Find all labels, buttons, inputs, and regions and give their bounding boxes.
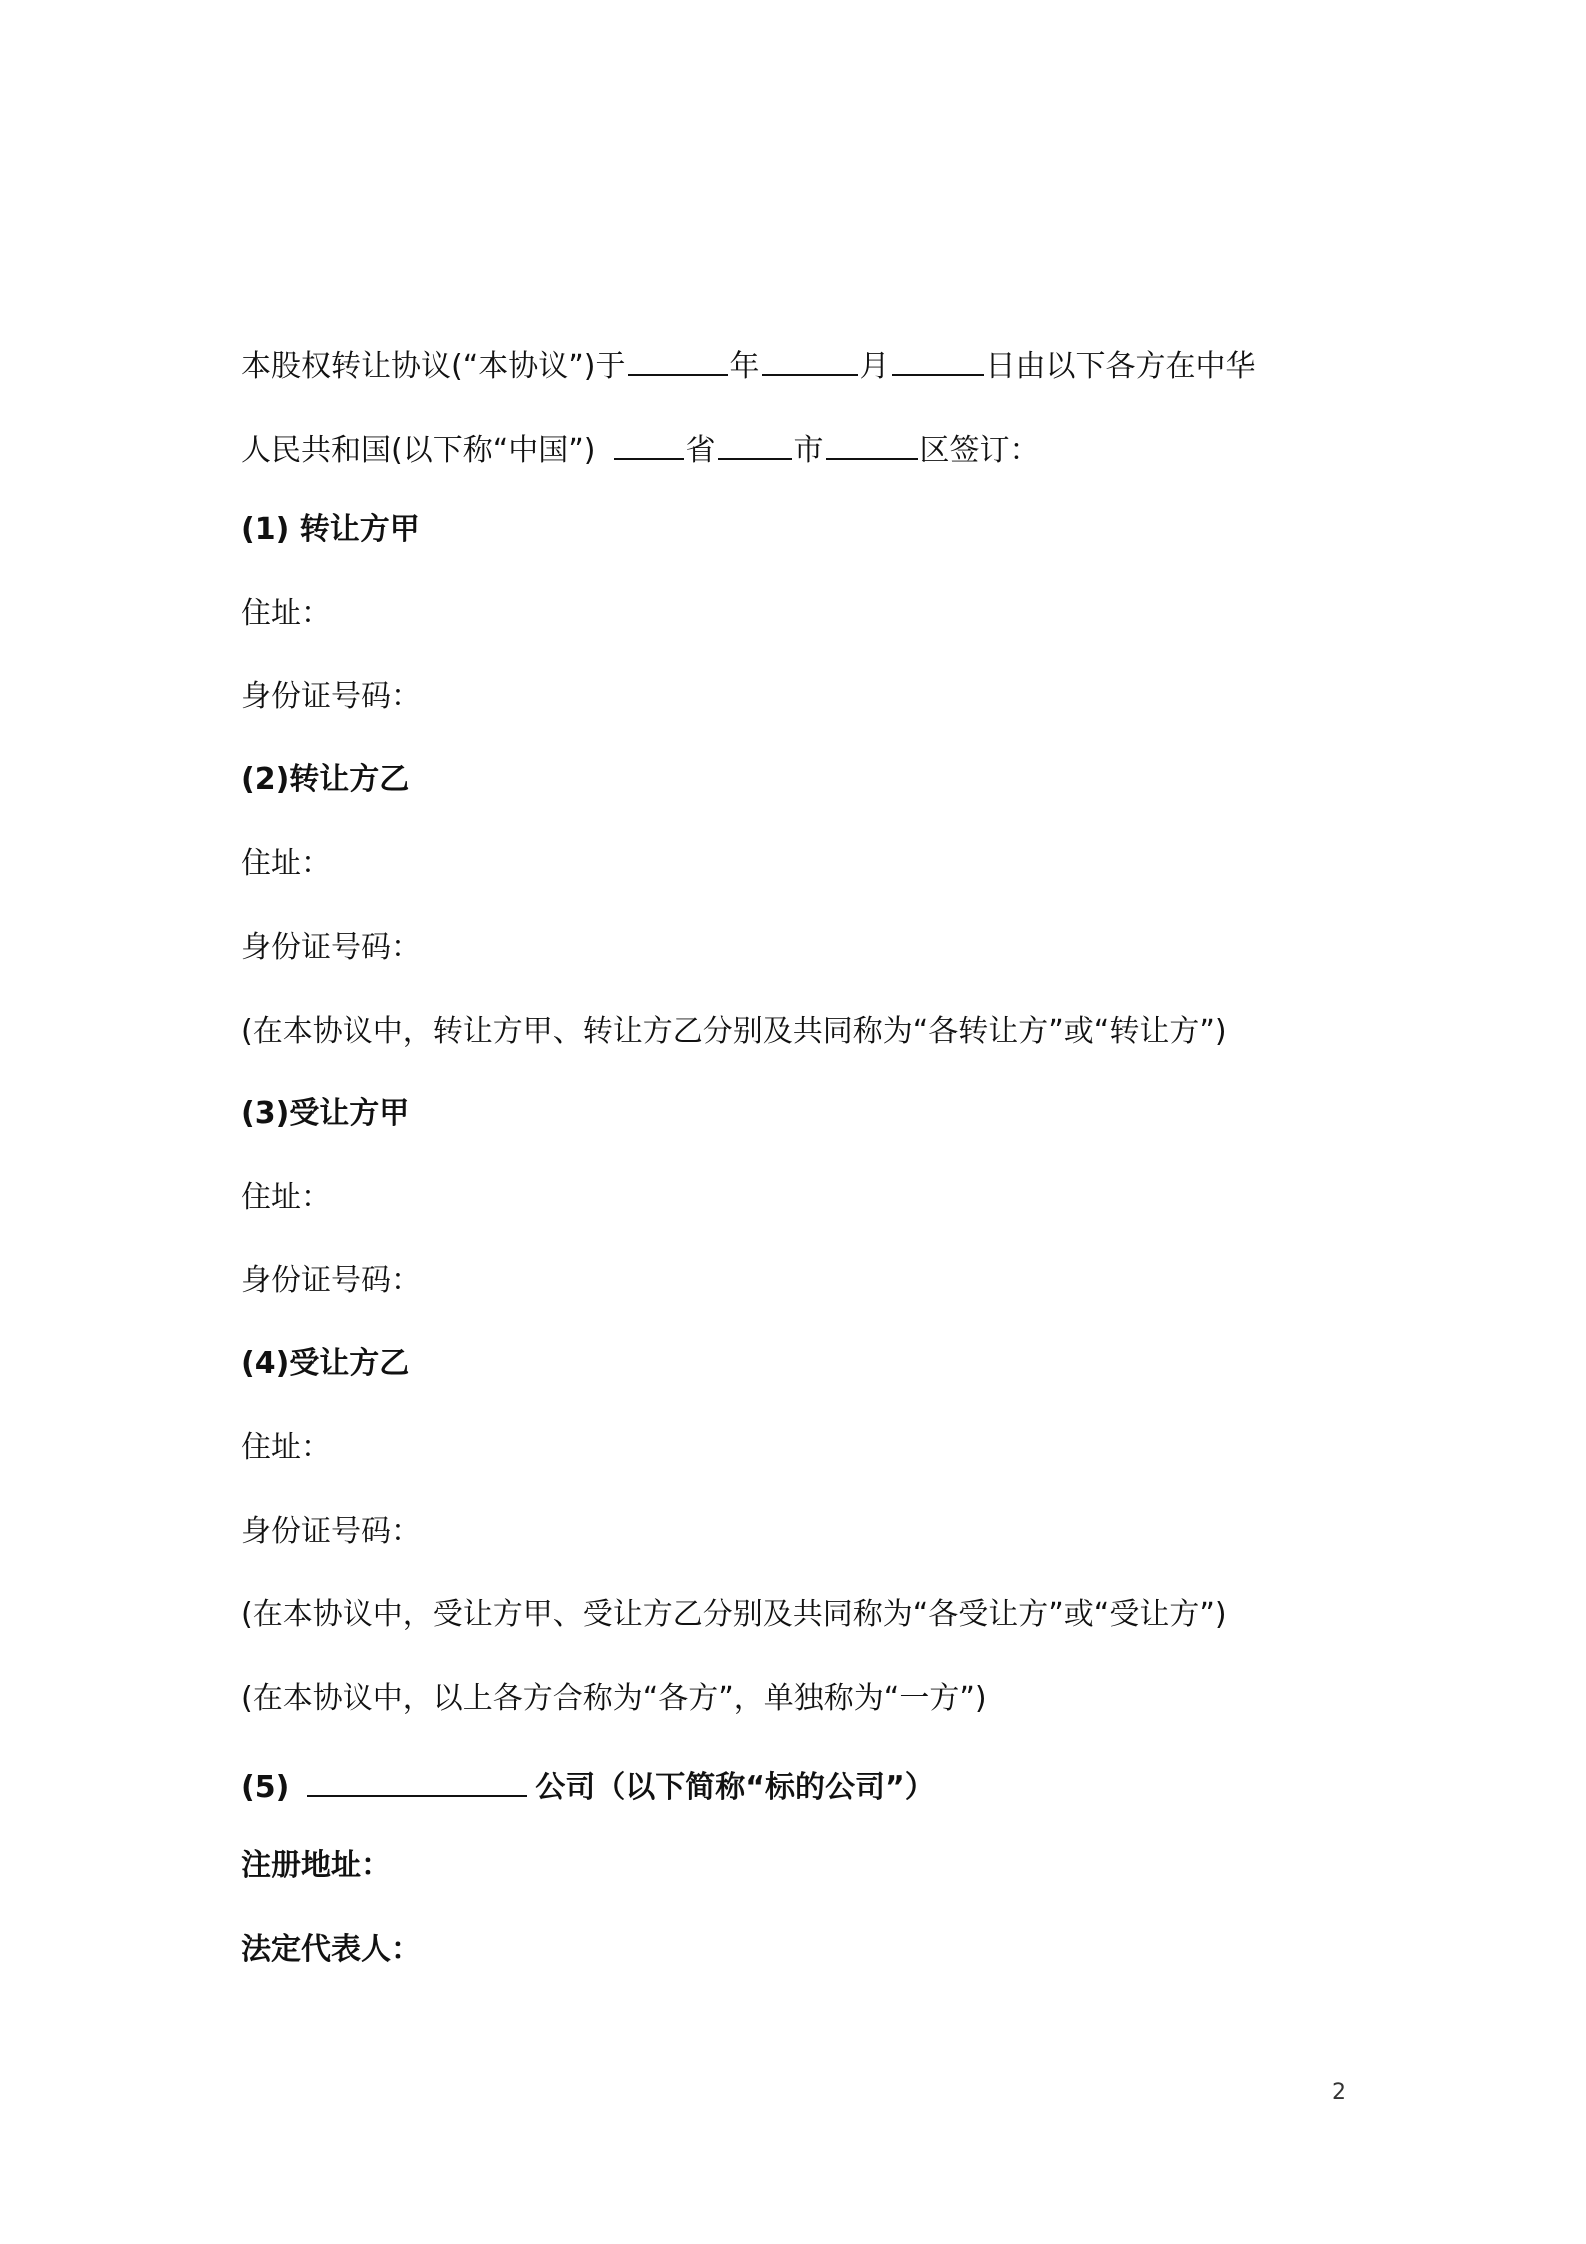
- transferees-note: (在本协议中，受让方甲、受让方乙分别及共同称为“各受让方”或“受让方”): [241, 1597, 1227, 1632]
- legal-representative: 法定代表人：: [241, 1932, 421, 1967]
- party5-suffix: 公司（以下简称“标的公司”）: [535, 1770, 935, 1805]
- party4-heading: (4)受让方乙: [241, 1346, 410, 1381]
- party1-id: 身份证号码：: [241, 679, 421, 714]
- year-label: 年: [729, 349, 760, 384]
- intro-text-3: 人民共和国(以下称“中国”): [241, 433, 596, 468]
- city-label: 市: [793, 433, 824, 468]
- party1-heading: (1) 转让方甲: [241, 512, 420, 547]
- parties-note: (在本协议中，以上各方合称为“各方”，单独称为“一方”): [241, 1681, 987, 1716]
- party2-id: 身份证号码：: [241, 930, 421, 965]
- district-label: 区签订：: [919, 433, 1040, 468]
- company-name-blank: [307, 1765, 527, 1797]
- day-blank: [892, 344, 984, 376]
- party2-heading: (2)转让方乙: [241, 762, 410, 797]
- intro-line-1: [241, 344, 1256, 387]
- city-blank: [718, 428, 792, 460]
- district-blank: [826, 428, 918, 460]
- party1-address: 住址：: [241, 596, 331, 631]
- party2-address: 住址：: [241, 846, 331, 881]
- month-label: 月: [859, 349, 890, 384]
- party4-address: 住址：: [241, 1430, 331, 1465]
- intro-line-2: [241, 428, 1040, 471]
- province-label: 省: [685, 433, 716, 468]
- registered-address: 注册地址：: [241, 1848, 391, 1883]
- intro-text-1: 本股权转让协议(“本协议”)于: [241, 349, 626, 384]
- intro-text-2: 日由以下各方在中华: [985, 349, 1256, 384]
- province-blank: [614, 428, 684, 460]
- transferors-note: (在本协议中，转让方甲、转让方乙分别及共同称为“各转让方”或“转让方”): [241, 1014, 1227, 1049]
- party3-id: 身份证号码：: [241, 1263, 421, 1298]
- party3-address: 住址：: [241, 1180, 331, 1215]
- party4-id: 身份证号码：: [241, 1514, 421, 1549]
- page-number: 2: [1332, 2080, 1346, 2105]
- party5-prefix: (5): [241, 1770, 290, 1805]
- year-blank: [628, 344, 728, 376]
- month-blank: [762, 344, 858, 376]
- party5-heading: [241, 1765, 935, 1808]
- party3-heading: (3)受让方甲: [241, 1096, 410, 1131]
